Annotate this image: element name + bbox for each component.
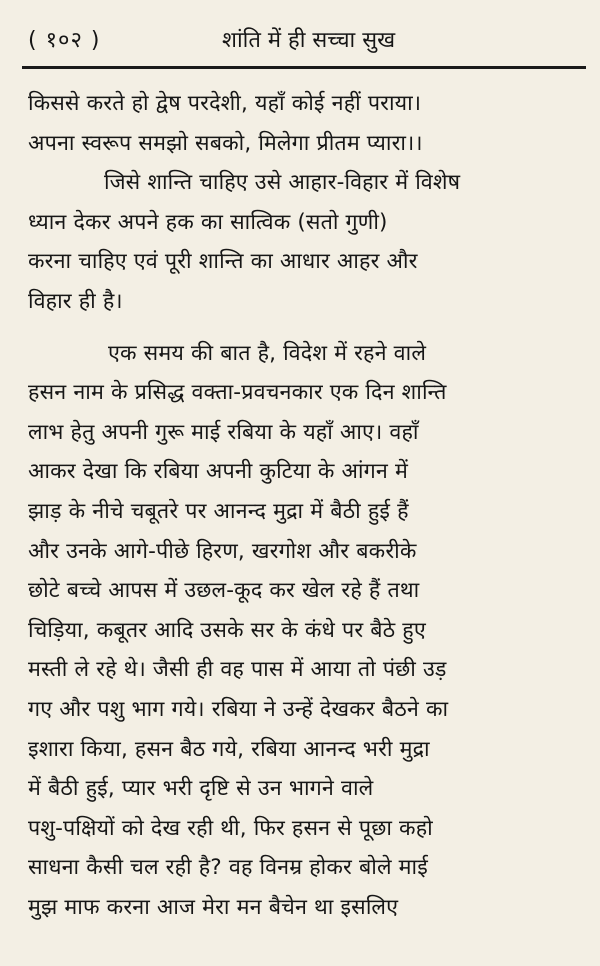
page-body [28,84,588,927]
paragraph-line: छोटे बच्चे आपस में उछल-कूद कर खेल रहे हैं तथा [28,578,420,604]
paragraph-line: आकर देखा कि रबिया अपनी कुटिया के आंगन में [28,459,408,485]
paragraph-line: एक समय की बात है, विदेश में रहने वाले [108,340,427,366]
paragraph-line: मुझ माफ करना आज मेरा मन बैचेन था इसलिए [28,894,399,920]
verse-line: किससे करते हो द्वेष परदेशी, यहाँ कोई नहीं पराया। [28,91,422,116]
paragraph-line: करना चाहिए एवं पूरी शान्ति का आधार आहर और [28,249,418,275]
paragraph-line: और उनके आगे-पीछे हिरण, खरगोश और बकरीके [28,538,417,564]
paragraph-line: हसन नाम के प्रसिद्ध वक्ता-प्रवचनकार एक दिन शान्ति [28,380,447,406]
header-rule [22,66,586,69]
paragraph-line: चिड़िया, कबूतर आदि उसके सर के कंधे पर बैठे हुए [28,617,426,643]
paragraph-line: इशारा किया, हसन बैठ गये, रबिया आनन्द भरी मुद्रा [28,736,430,762]
paragraph-line: गए और पशु भाग गये। रबिया ने उन्हें देखकर बैठने का [28,696,449,722]
paragraph-gap [28,322,588,334]
paragraph-line: झाड़ के नीचे चबूतरे पर आनन्द मुद्रा में बैठी हुई हैं [28,498,409,524]
paragraph-line: साधना कैसी चल रही है? वह विनम्र होकर बोले माई [28,855,428,881]
verse-line: अपना स्वरूप समझो सबको, मिलेगा प्रीतम प्यारा।। [28,130,423,156]
paragraph-line: लाभ हेतु अपनी गुरू माई रबिया के यहाँ आए। वहाँ [28,419,419,445]
running-title: शांति में ही सच्चा सुख [222,28,396,53]
paragraph-line: जिसे शान्ति चाहिए उसे आहार-विहार में विशेष [104,170,461,196]
page-number: ( १०२ ) [28,28,101,53]
paragraph-line: पशु-पक्षियों को देख रही थी, फिर हसन से पूछा कहो [28,815,433,841]
paragraph-line: विहार ही है। [28,288,123,314]
paragraph-line: में बैठी हुई, प्यार भरी दृष्टि से उन भागने वाले [28,776,374,802]
paragraph-line: ध्यान देकर अपने हक का सात्विक (सतो गुणी) [28,209,388,235]
page-header [22,18,586,58]
paragraph-line: मस्ती ले रहे थे। जैसी ही वह पास में आया तो पंछी उड़ [28,657,447,683]
